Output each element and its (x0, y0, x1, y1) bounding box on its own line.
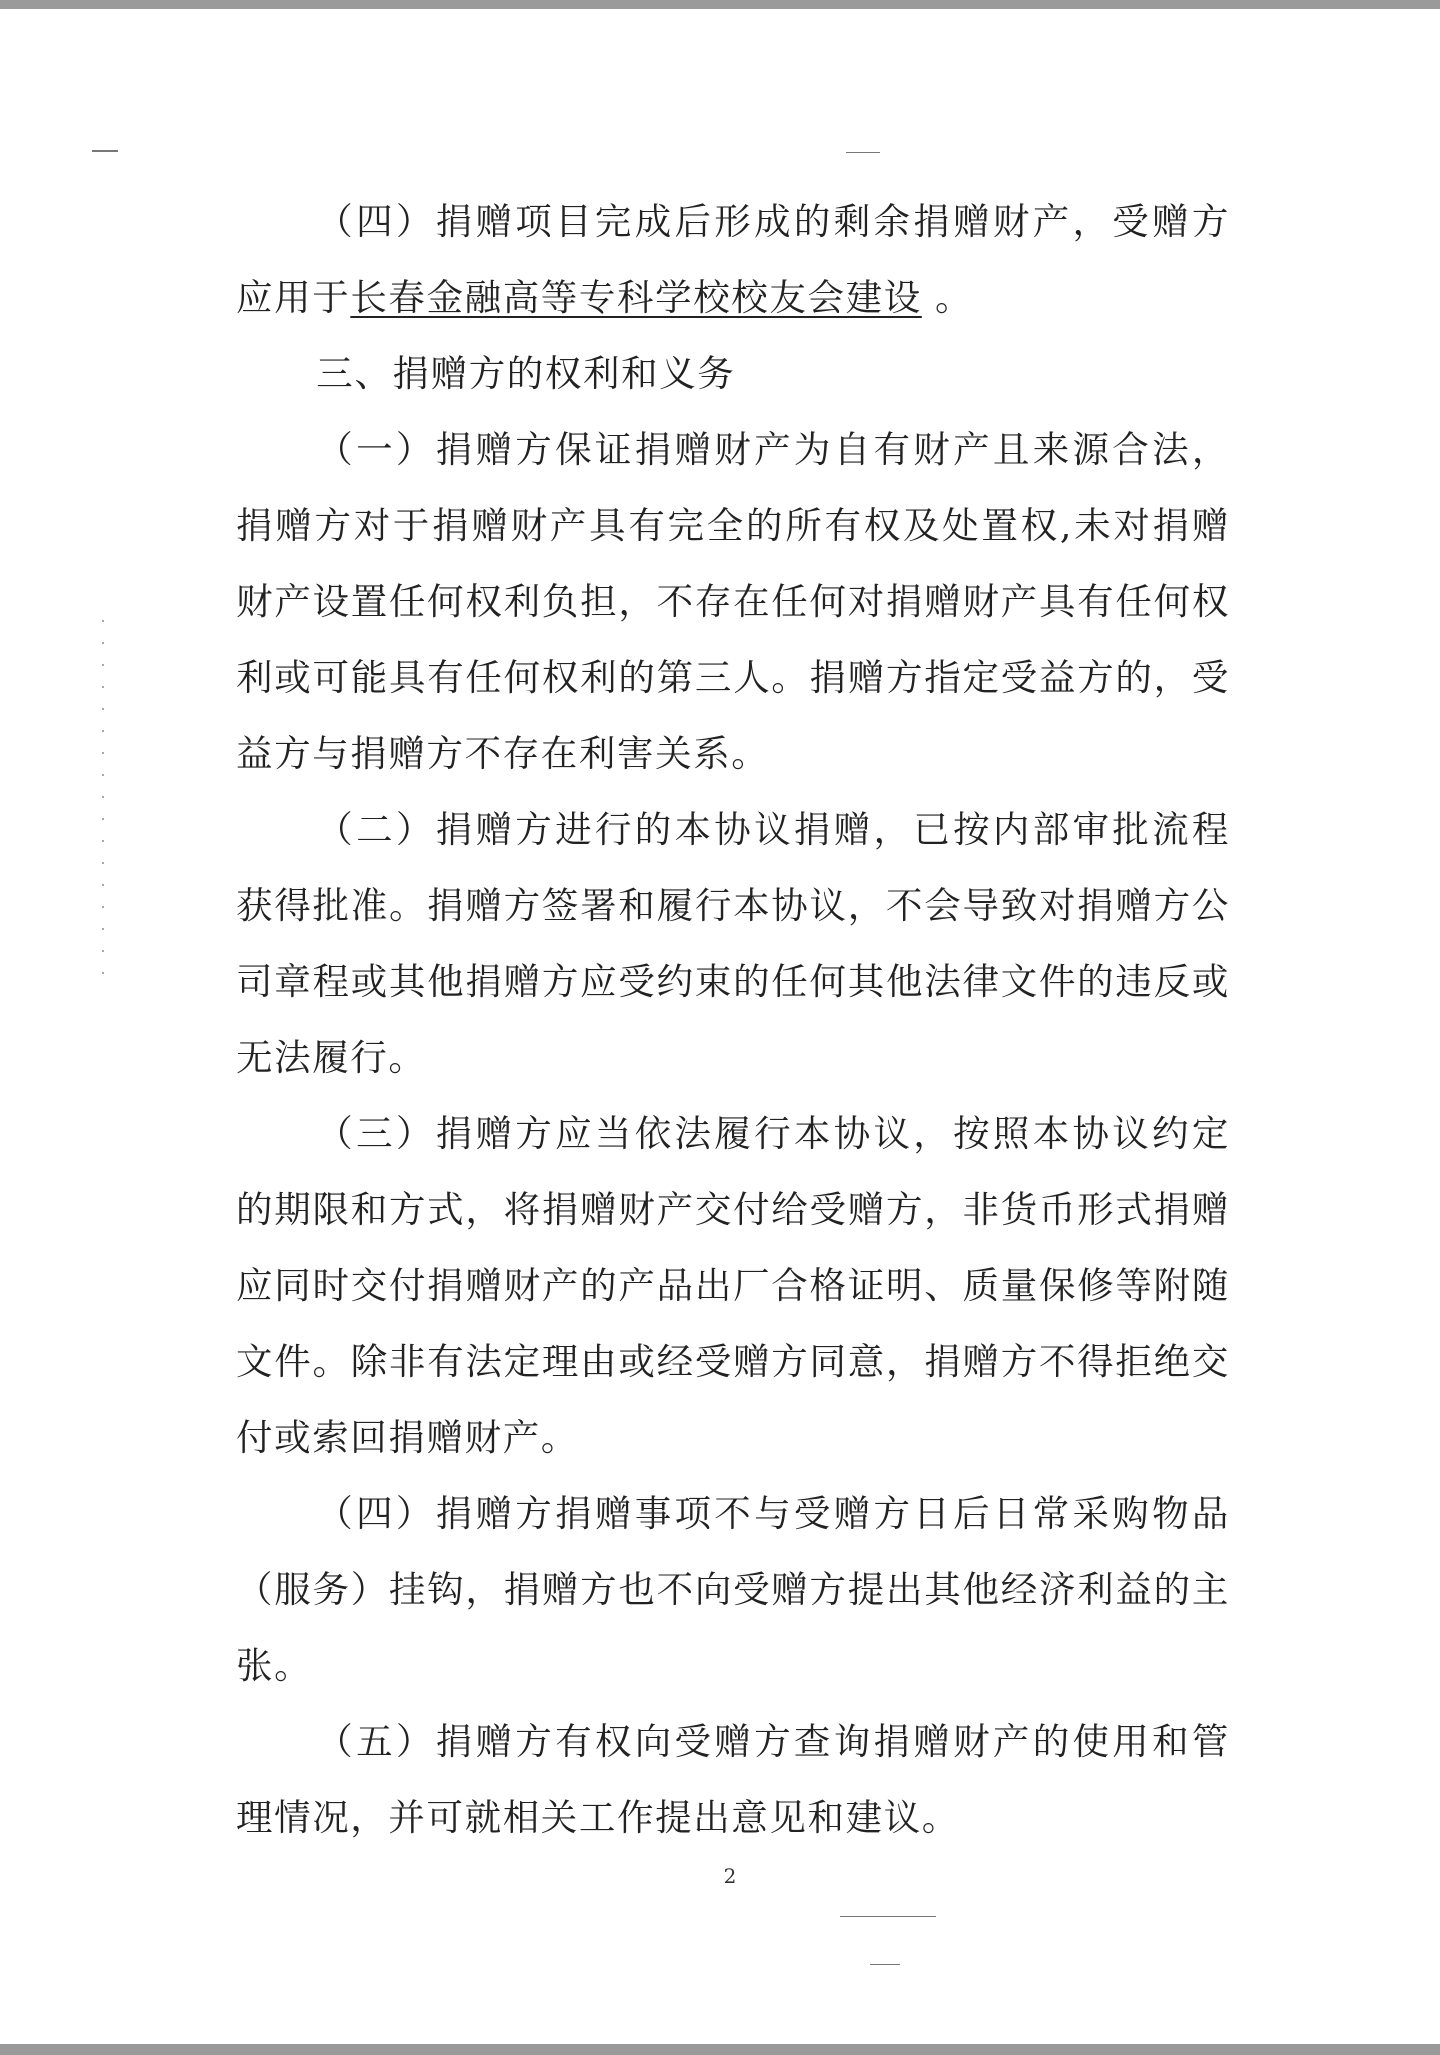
paragraph-end: 。 (921, 276, 974, 319)
scan-bottom-edge (0, 2044, 1440, 2055)
paragraph-residual-property (236, 184, 1230, 336)
scan-top-edge (0, 0, 1440, 9)
page-number: 2 (723, 1864, 737, 1888)
paragraph-clause-1: （一）捐赠方保证捐赠财产为自有财产且来源合法，捐赠方对于捐赠财产具有完全的所有权及处置权,未对捐赠财产设置任何权利负担，不存在任何对捐赠财产具有任何权利或可能具有任何权利的第三人。捐赠方指定受益方的，受益方与捐赠方不存在利害关系。 (236, 428, 1230, 775)
paragraph-clause-5: （五）捐赠方有权向受赠方查询捐赠财产的使用和管理情况，并可就相关工作提出意见和建议。 (236, 1720, 1230, 1839)
section-heading: 三、捐赠方的权利和义务 (316, 352, 736, 395)
paragraph-text: （四）捐赠项目完成后形成的剩余捐赠财产，受赠方应用于 (236, 200, 1230, 319)
scan-mark (92, 150, 118, 152)
document-page (236, 184, 1230, 1856)
scan-dots (102, 620, 104, 980)
paragraph-clause-3: （三）捐赠方应当依法履行本协议，按照本协议约定的期限和方式，将捐赠财产交付给受赠方，非货币形式捐赠应同时交付捐赠财产的产品出厂合格证明、质量保修等附随文件。除非有法定理由或经受赠方同意，捐赠方不得拒绝交付或索回捐赠财产。 (236, 1112, 1230, 1459)
scan-mark (870, 1964, 900, 1965)
scan-mark (840, 1916, 936, 1917)
scan-mark (846, 152, 880, 153)
underlined-recipient: 长春金融高等专科学校校友会建设 (350, 276, 922, 319)
paragraph-clause-4: （四）捐赠方捐赠事项不与受赠方日后日常采购物品（服务）挂钩，捐赠方也不向受赠方提出其他经济利益的主张。 (236, 1492, 1230, 1687)
paragraph-clause-2: （二）捐赠方进行的本协议捐赠，已按内部审批流程获得批准。捐赠方签署和履行本协议，不会导致对捐赠方公司章程或其他捐赠方应受约束的任何其他法律文件的违反或无法履行。 (236, 808, 1230, 1079)
